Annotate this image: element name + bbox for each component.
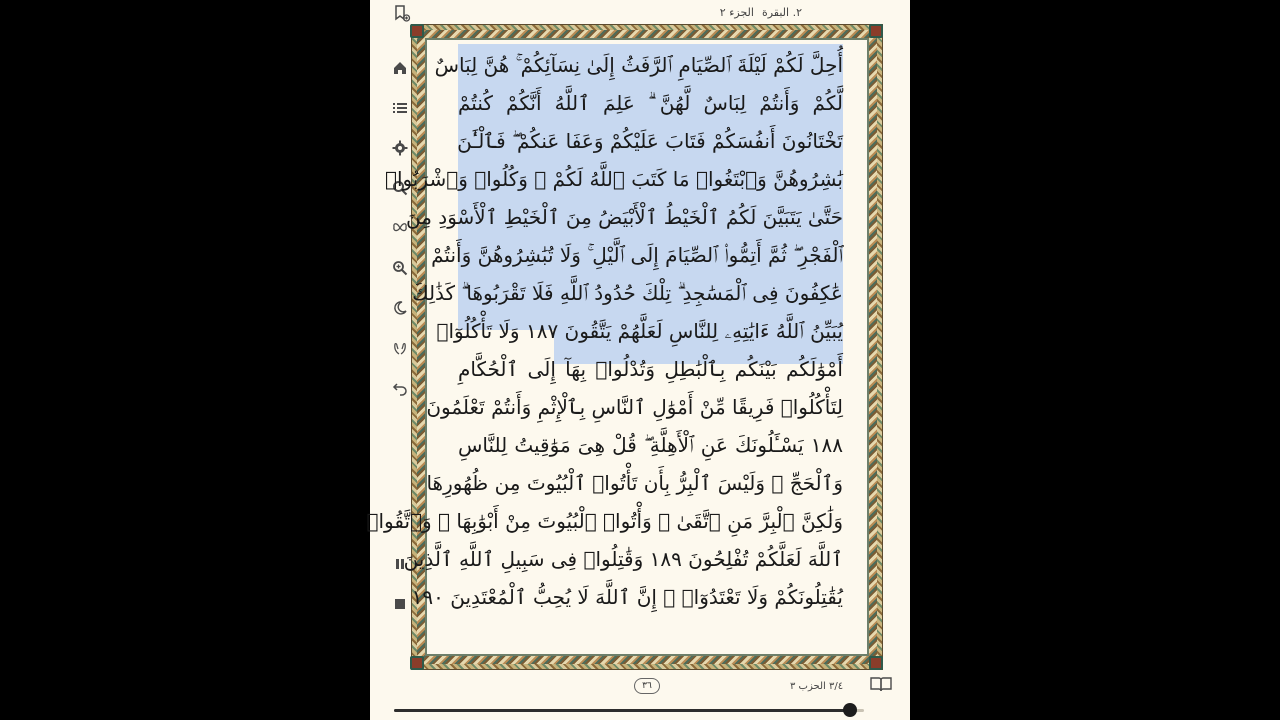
- index-list-button[interactable]: [388, 96, 412, 120]
- undo-icon: [392, 380, 408, 396]
- hands-icon: [392, 340, 408, 356]
- header-surah-juz: [712, 6, 802, 19]
- settings-button[interactable]: [388, 136, 412, 160]
- text-line[interactable]: عَٰكِفُونَ فِى ٱلْمَسَٰجِدِ ۗ تِلْكَ حُدُودُ ٱللَّهِ فَلَا تَقْرَبُوهَا ۗ كَذَٰلِكَ: [412, 281, 843, 305]
- text-line[interactable]: أَمْوَٰلَكُم بَيْنَكُم بِٱلْبَٰطِلِ وَتُدْلُوا۟ بِهَآ إِلَى ٱلْحُكَّامِ: [458, 357, 843, 381]
- page-number: ٣٦: [634, 678, 660, 694]
- text-line[interactable]: لَّكُمْ وَأَنتُمْ لِبَاسٌ لَّهُنَّ ۗ عَلِمَ ٱللَّهُ أَنَّكُمْ كُنتُمْ: [458, 91, 843, 115]
- dua-button[interactable]: [388, 336, 412, 360]
- text-line[interactable]: حَتَّىٰ يَتَبَيَّنَ لَكُمُ ٱلْخَيْطُ ٱلْأَبْيَضُ مِنَ ٱلْخَيْطِ ٱلْأَسْوَدِ مِنَ: [406, 205, 843, 229]
- text-line[interactable]: تَخْتَانُونَ أَنفُسَكُمْ فَتَابَ عَلَيْكُمْ وَعَفَا عَنكُمْ ۖ فَٱلْـَٰٔنَ: [457, 129, 843, 153]
- playback-slider-thumb[interactable]: [843, 703, 857, 717]
- book-button[interactable]: [870, 676, 892, 692]
- frame-corner: [869, 656, 883, 670]
- playback-slider-track[interactable]: [394, 709, 864, 712]
- stop-button[interactable]: [388, 592, 412, 616]
- bookmark-icon: [393, 4, 411, 24]
- night-mode-button[interactable]: [388, 296, 412, 320]
- stop-icon: [392, 596, 408, 612]
- quran-text: [366, 46, 843, 636]
- home-icon: [392, 60, 408, 76]
- text-line[interactable]: ١٨٨ يَسْـَٔلُونَكَ عَنِ ٱلْأَهِلَّةِ ۖ قُلْ هِىَ مَوَٰقِيتُ لِلنَّاسِ: [458, 433, 843, 457]
- home-button[interactable]: [388, 56, 412, 80]
- text-line[interactable]: يُبَيِّنُ ٱللَّهُ ءَايَٰتِهِۦ لِلنَّاسِ لَعَلَّهُمْ يَتَّقُونَ ١٨٧ وَلَا تَأْكُلُوٓا۟: [436, 319, 843, 343]
- open-book-icon: [870, 676, 892, 692]
- mushaf-page: [366, 0, 910, 720]
- text-line[interactable]: لِتَأْكُلُوا۟ فَرِيقًا مِّنْ أَمْوَٰلِ ٱلنَّاسِ بِٱلْإِثْمِ وَأَنتُمْ تَعْلَمُونَ: [426, 395, 843, 419]
- text-line[interactable]: بَٰشِرُوهُنَّ وَٱبْتَغُوا۟ مَا كَتَبَ ٱللَّهُ لَكُمْ ۚ وَكُلُوا۟ وَٱشْرَبُوا۟: [384, 167, 843, 191]
- frame-corner: [410, 656, 424, 670]
- text-line[interactable]: أُحِلَّ لَكُمْ لَيْلَةَ ٱلصِّيَامِ ٱلرَّفَثُ إِلَىٰ نِسَآئِكُمْ ۚ هُنَّ لِبَاسٌ: [434, 53, 843, 77]
- surah-name: ٢. البقرة: [761, 6, 802, 19]
- gear-icon: [392, 140, 408, 156]
- frame-corner: [410, 24, 424, 38]
- back-button[interactable]: [388, 376, 412, 400]
- hizb-label: ٣/٤ الحزب ٣: [790, 681, 844, 692]
- frame-corner: [869, 24, 883, 38]
- text-line[interactable]: وَٱلْحَجِّ ۗ وَلَيْسَ ٱلْبِرُّ بِأَن تَأْتُوا۟ ٱلْبُيُوتَ مِن ظُهُورِهَا: [426, 471, 843, 495]
- juz-name: الجزء ٢: [719, 6, 754, 19]
- list-icon: [392, 100, 408, 116]
- text-line[interactable]: وَلَٰكِنَّ ٱلْبِرَّ مَنِ ٱتَّقَىٰ ۗ وَأْتُوا۟ ٱلْبُيُوتَ مِنْ أَبْوَٰبِهَا ۚ وَٱتَّقُوا۟: [366, 509, 843, 533]
- text-line[interactable]: يُقَٰتِلُونَكُمْ وَلَا تَعْتَدُوٓا۟ ۚ إِنَّ ٱللَّهَ لَا يُحِبُّ ٱلْمُعْتَدِينَ ١٩٠: [411, 585, 843, 609]
- zoom-button[interactable]: [388, 256, 412, 280]
- text-line[interactable]: ٱلْفَجْرِ ۖ ثُمَّ أَتِمُّوا۟ ٱلصِّيَامَ إِلَى ٱلَّيْلِ ۚ وَلَا تُبَٰشِرُوهُنَّ وَأَنتُمْ: [431, 243, 843, 267]
- bookmark-button[interactable]: [393, 4, 411, 24]
- text-line[interactable]: ٱللَّهَ لَعَلَّكُمْ تُفْلِحُونَ ١٨٩ وَقَٰتِلُوا۟ فِى سَبِيلِ ٱللَّهِ ٱلَّذِينَ: [403, 547, 843, 571]
- playback-slider-fill: [394, 709, 850, 712]
- zoom-icon: [392, 260, 408, 276]
- moon-icon: [392, 300, 408, 316]
